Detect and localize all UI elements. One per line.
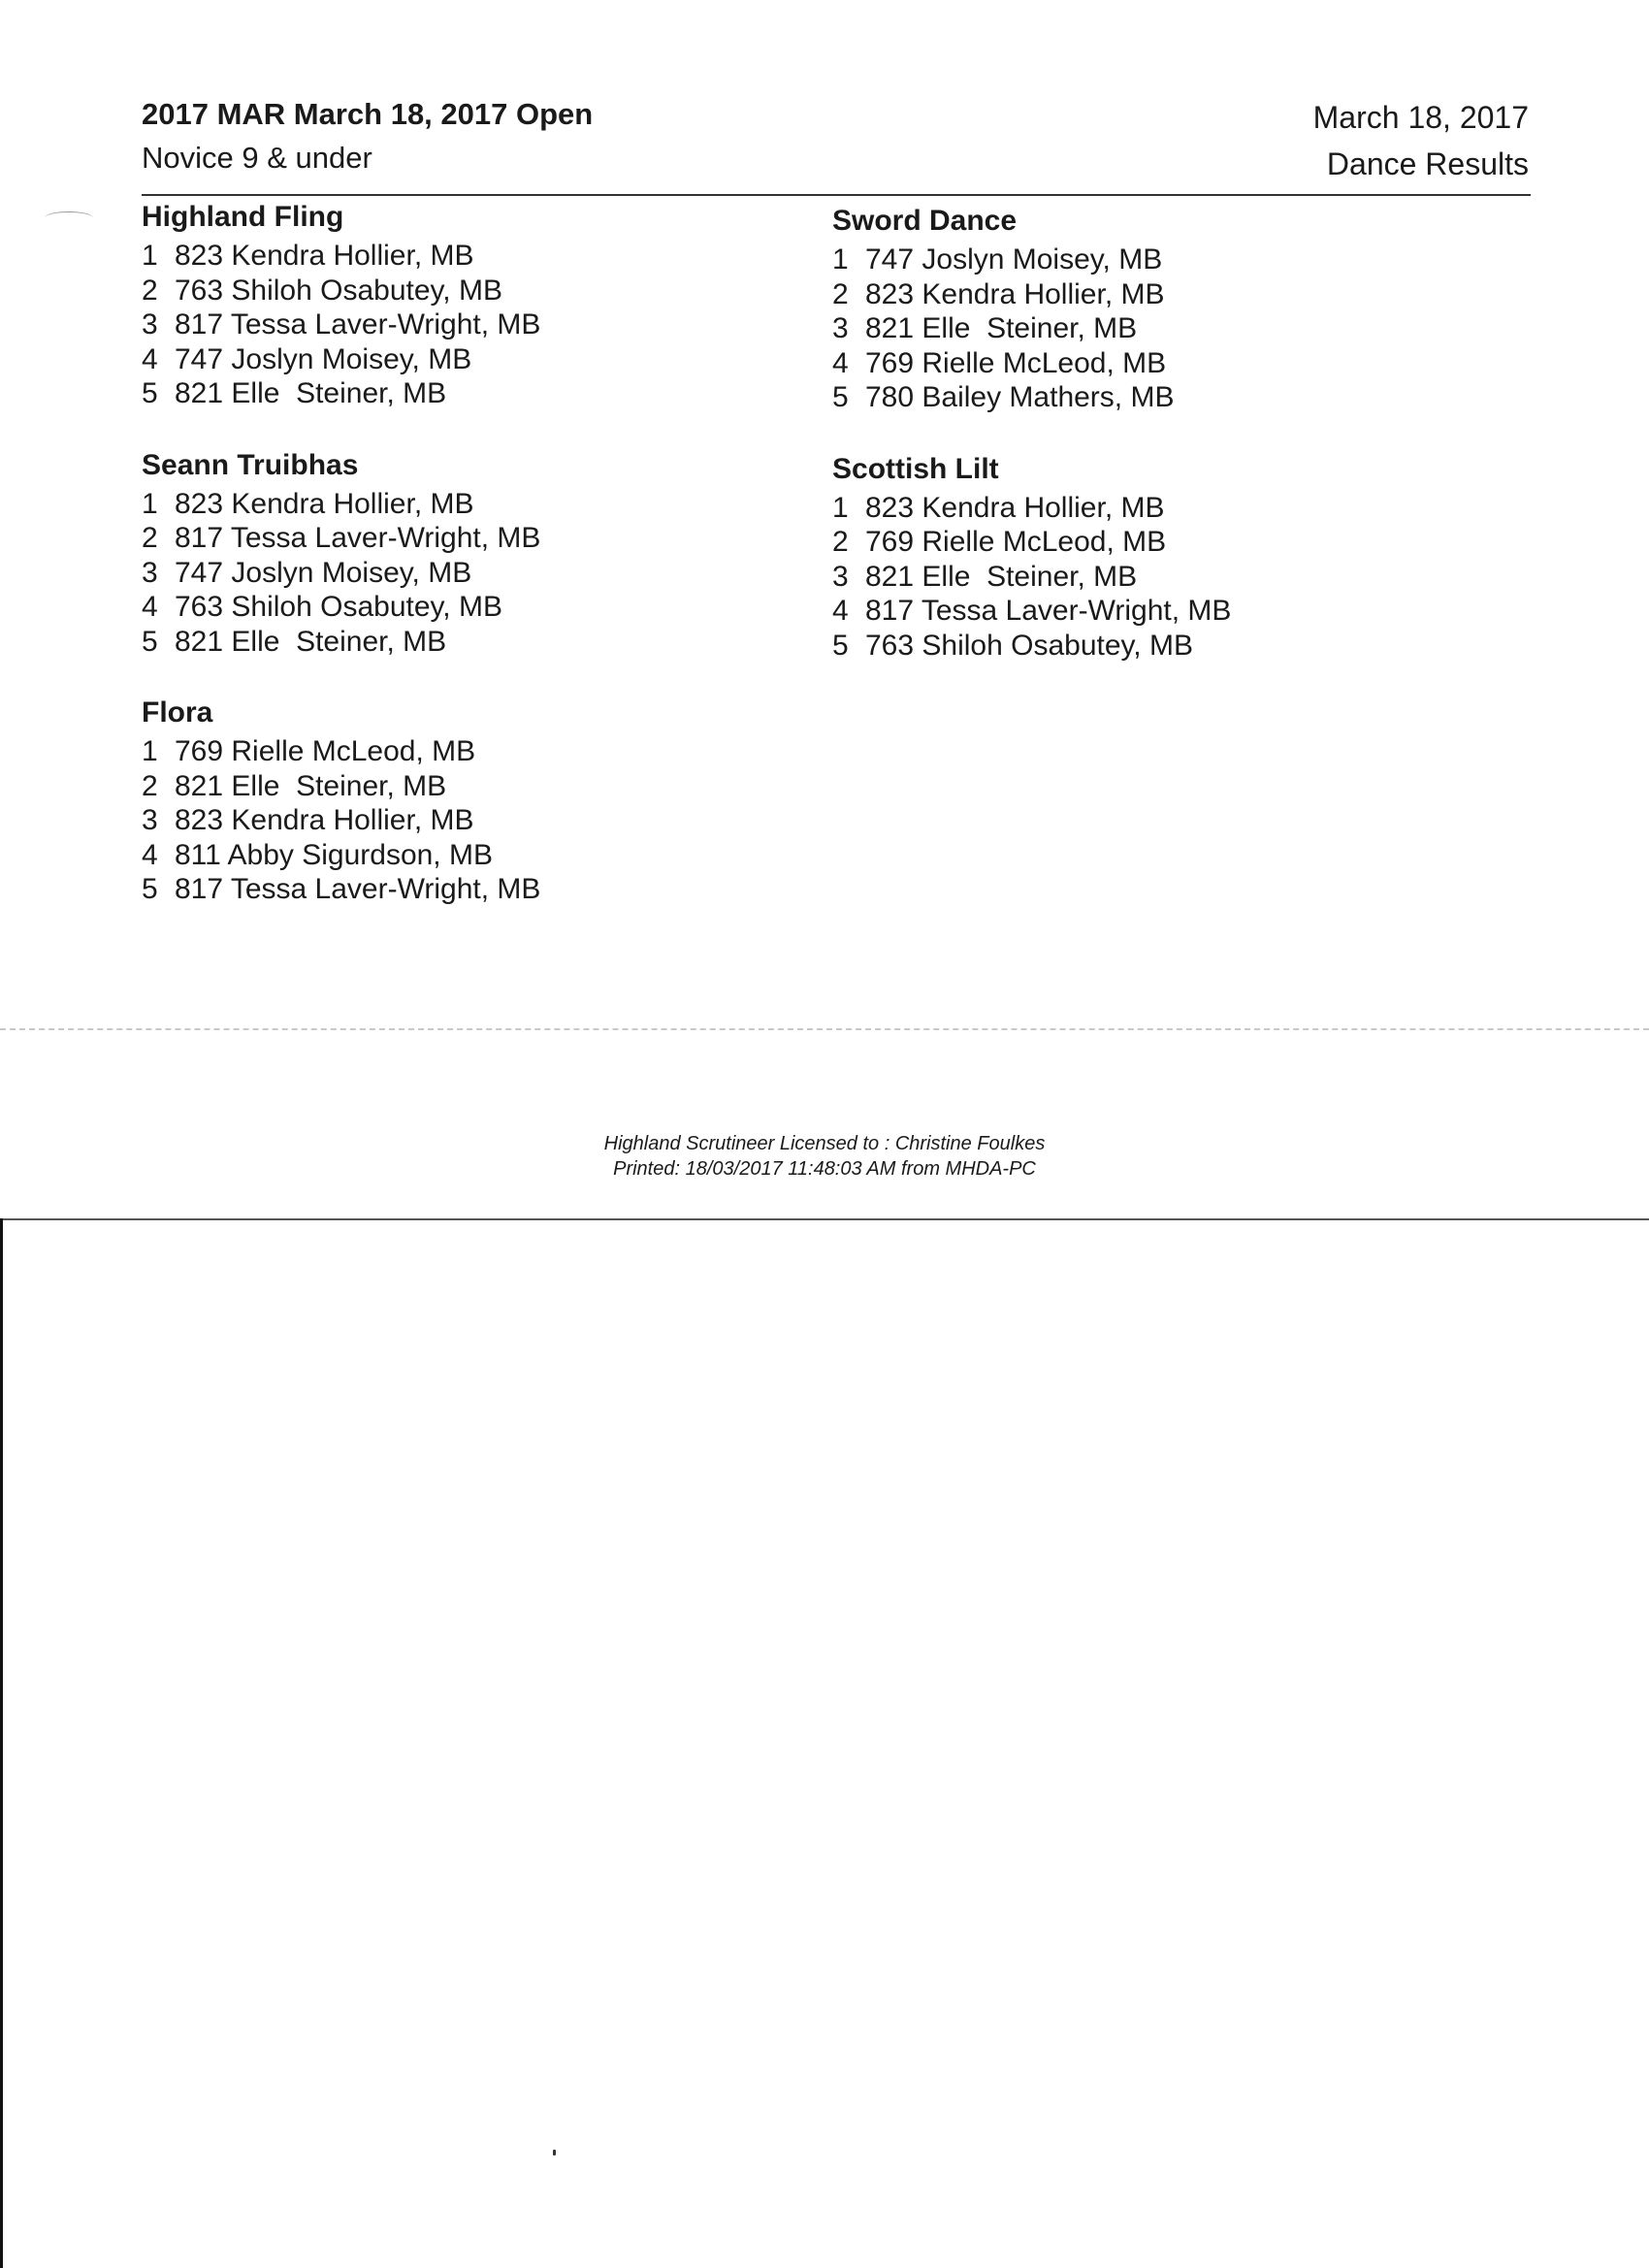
- placing: 3: [832, 560, 849, 593]
- result-row: [142, 521, 782, 556]
- result-row: [142, 590, 782, 625]
- category-label: Novice 9 & under: [142, 141, 372, 175]
- dance-title: Scottish Lilt: [832, 452, 999, 485]
- result-row: [142, 376, 782, 411]
- sheet-edge-top: [0, 1218, 1649, 1220]
- placing: 1: [142, 240, 158, 272]
- footer: [0, 1131, 1649, 1182]
- competitor-entry: 769 Rielle McLeod, MB: [175, 735, 476, 767]
- placing: 3: [832, 312, 849, 344]
- competitor-entry: 811 Abby Sigurdson, MB: [175, 838, 493, 871]
- dance-section: [142, 694, 782, 907]
- result-row: [142, 769, 782, 804]
- dance-section: [142, 198, 782, 411]
- result-list: [142, 239, 782, 411]
- dance-title: Flora: [142, 697, 213, 729]
- placing: 3: [142, 556, 158, 589]
- right-results-column: [832, 202, 1472, 697]
- placing: 3: [142, 308, 158, 340]
- dance-title: Sword Dance: [832, 205, 1018, 237]
- license-line: Highland Scrutineer Licensed to : Christine Foulkes: [603, 1133, 1046, 1154]
- placing: 5: [142, 873, 158, 905]
- result-row: [832, 629, 1472, 664]
- dance-section: [142, 446, 782, 660]
- placing: 4: [832, 346, 849, 379]
- placing: 2: [142, 769, 158, 802]
- result-row: [142, 487, 782, 522]
- sheet-edge-left: [0, 1218, 3, 2268]
- result-row: [142, 803, 782, 838]
- placing: 5: [832, 629, 849, 662]
- competitor-entry: 817 Tessa Laver-Wright, MB: [175, 308, 541, 340]
- header-left: [142, 95, 593, 178]
- placing: 4: [142, 591, 158, 623]
- placing: 4: [142, 342, 158, 375]
- competitor-entry: 823 Kendra Hollier, MB: [175, 487, 474, 520]
- dance-title: Highland Fling: [142, 201, 344, 233]
- result-row: [142, 734, 782, 769]
- result-row: [142, 625, 782, 660]
- competitor-entry: 821 Elle Steiner, MB: [865, 560, 1138, 593]
- dance-section: [832, 202, 1472, 415]
- competitor-entry: 821 Elle Steiner, MB: [865, 312, 1138, 344]
- competitor-entry: 780 Bailey Mathers, MB: [865, 381, 1175, 413]
- result-list: [832, 243, 1472, 415]
- placing: 2: [832, 526, 849, 558]
- competitor-entry: 823 Kendra Hollier, MB: [175, 804, 474, 836]
- result-row: [832, 525, 1472, 560]
- competitor-entry: 763 Shiloh Osabutey, MB: [175, 274, 502, 307]
- result-row: [832, 491, 1472, 526]
- result-row: [142, 342, 782, 377]
- placing: 5: [832, 381, 849, 413]
- result-row: [832, 380, 1472, 415]
- competitor-entry: 821 Elle Steiner, MB: [175, 377, 447, 409]
- competitor-entry: 769 Rielle McLeod, MB: [865, 346, 1167, 379]
- event-title: 2017 MAR March 18, 2017 Open: [142, 97, 594, 131]
- placing: 1: [832, 243, 849, 275]
- perforation-line: [0, 1028, 1649, 1030]
- competitor-entry: 823 Kendra Hollier, MB: [865, 491, 1165, 524]
- document-type: Dance Results: [1326, 146, 1529, 181]
- result-list: [142, 734, 782, 907]
- competitor-entry: 763 Shiloh Osabutey, MB: [865, 629, 1193, 662]
- result-row: [832, 243, 1472, 277]
- header-right: [1313, 97, 1529, 184]
- dance-title: Seann Truibhas: [142, 448, 359, 481]
- placing: 2: [142, 274, 158, 307]
- competitor-entry: 823 Kendra Hollier, MB: [865, 277, 1165, 310]
- placing: 1: [832, 491, 849, 524]
- result-list: [832, 491, 1472, 664]
- scan-artifact: [45, 211, 93, 224]
- result-row: [832, 560, 1472, 595]
- competitor-entry: 747 Joslyn Moisey, MB: [865, 243, 1163, 275]
- placing: 4: [142, 838, 158, 871]
- competitor-entry: 747 Joslyn Moisey, MB: [175, 556, 472, 589]
- placing: 2: [142, 522, 158, 554]
- result-row: [142, 274, 782, 308]
- placing: 4: [832, 595, 849, 627]
- result-row: [832, 346, 1472, 381]
- placing: 3: [142, 804, 158, 836]
- result-row: [832, 594, 1472, 629]
- competitor-entry: 769 Rielle McLeod, MB: [865, 526, 1167, 558]
- competitor-entry: 817 Tessa Laver-Wright, MB: [175, 873, 541, 905]
- result-row: [832, 277, 1472, 312]
- result-row: [142, 308, 782, 342]
- competitor-entry: 747 Joslyn Moisey, MB: [175, 342, 472, 375]
- result-row: [142, 872, 782, 907]
- printed-line: Printed: 18/03/2017 11:48:03 AM from MHDA-PC: [613, 1158, 1036, 1180]
- competitor-entry: 823 Kendra Hollier, MB: [175, 240, 474, 272]
- placing: 5: [142, 377, 158, 409]
- competitor-entry: 821 Elle Steiner, MB: [175, 625, 447, 658]
- placing: 5: [142, 625, 158, 658]
- result-row: [142, 838, 782, 873]
- result-row: [142, 239, 782, 274]
- scan-speck: [553, 2150, 556, 2155]
- placing: 1: [142, 735, 158, 767]
- left-results-column: [142, 198, 782, 942]
- competitor-entry: 817 Tessa Laver-Wright, MB: [175, 522, 541, 554]
- result-row: [832, 311, 1472, 346]
- event-date: March 18, 2017: [1312, 100, 1529, 135]
- result-row: [142, 556, 782, 591]
- placing: 2: [832, 277, 849, 310]
- header-divider: [142, 194, 1531, 196]
- competitor-entry: 821 Elle Steiner, MB: [175, 769, 447, 802]
- dance-section: [832, 450, 1472, 664]
- result-list: [142, 487, 782, 660]
- competitor-entry: 763 Shiloh Osabutey, MB: [175, 591, 502, 623]
- placing: 1: [142, 487, 158, 520]
- competitor-entry: 817 Tessa Laver-Wright, MB: [865, 595, 1232, 627]
